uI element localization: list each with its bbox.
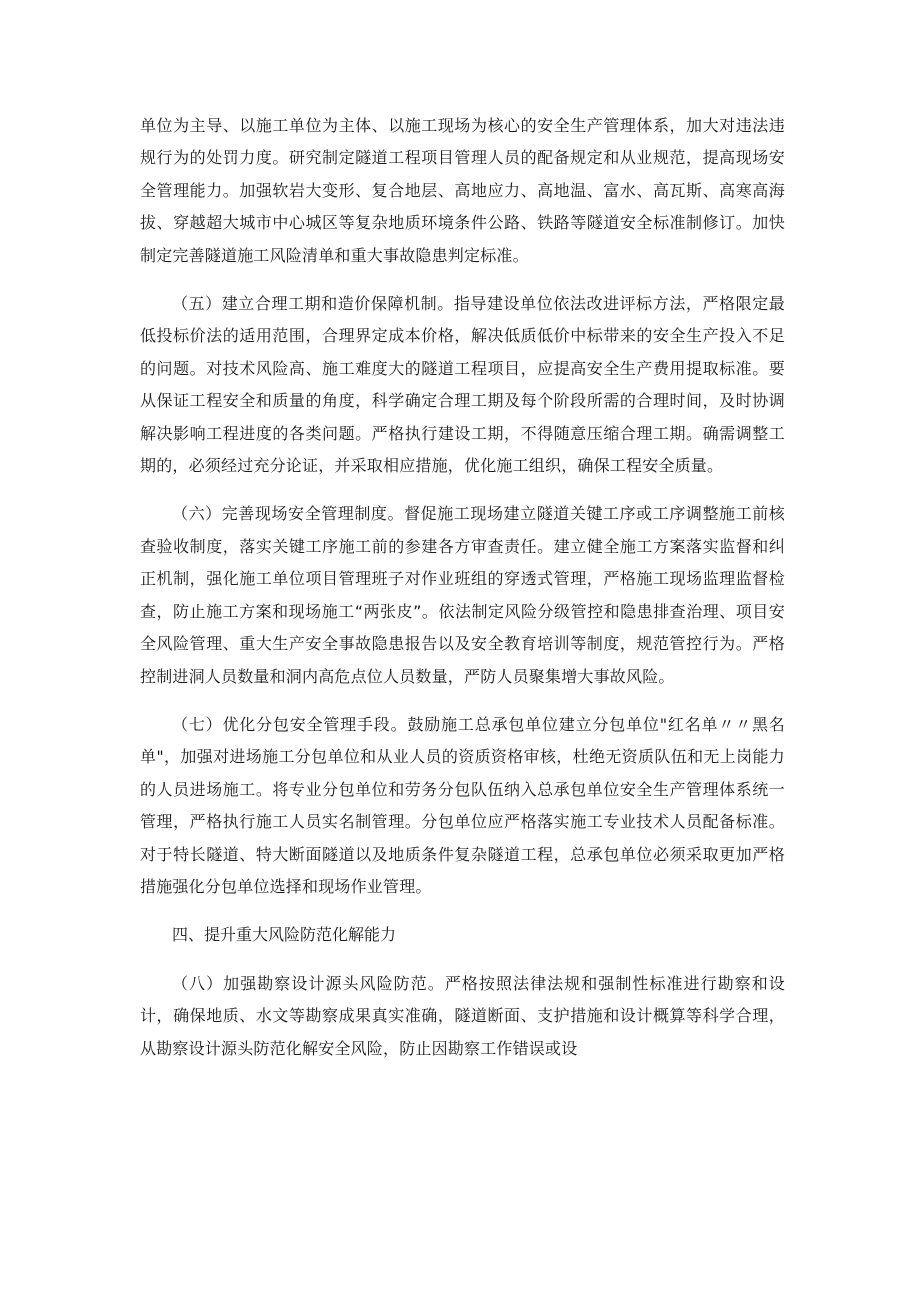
document-page xyxy=(140,110,785,1065)
paragraph-continuation: 单位为主导、以施工单位为主体、以施工现场为核心的安全生产管理体系，加大对违法违规行为的处罚力度。研究制定隧道工程项目管理人员的配备规定和从业规范，提高现场安全管理能力。加强软岩大变形、复合地层、高地应力、高地温、富水、高瓦斯、高寒高海拔、穿越超大城市中心城区等复杂地质环境条件公路、铁路等隧道安全标准制修订。加快制定完善隧道施工风险清单和重大事故隐患判定标准。 xyxy=(140,116,785,265)
paragraph-section-5: （五）建立合理工期和造价保障机制。指导建设单位依法改进评标方法，严格限定最低投标价法的适用范围，合理界定成本价格，解决低质低价中标带来的安全生产投入不足的问题。对技术风险高、施工难度大的隧道工程项目，应提高安全生产费用提取标准。要从保证工程安全和质量的角度，科学确定合理工期及每个阶段所需的合理时间，及时协调解决影响工程进度的各类问题。严格执行建设工期，不得随意压缩合理工期。确需调整工期的，必须经过充分论证，并采取相应措施，优化施工组织，确保工程安全质量。 xyxy=(140,294,785,476)
paragraph-section-7: （七）优化分包安全管理手段。鼓励施工总承包单位建立分包单位"红名单〃〃黑名单"，加强对进场施工分包单位和从业人员的资质资格审核，杜绝无资质队伍和无上岗能力的人员进场施工。将专业分包单位和劳务分包队伍纳入总承包单位安全生产管理体系统一管理，严格执行施工人员实名制管理。分包单位应严格落实施工专业技术人员配备标准。对于特长隧道、特大断面隧道以及地质条件复杂隧道工程，总承包单位必须采取更加严格措施强化分包单位选择和现场作业管理。 xyxy=(140,714,785,896)
paragraph-section-8: （八）加强勘察设计源头风险防范。严格按照法律法规和强制性标准进行勘察和设计，确保地质、水文等勘察成果真实准确，隧道断面、支护措施和设计概算等科学合理，从勘察设计源头防范化解安全风险，防止因勘察工作错误或设 xyxy=(140,973,785,1058)
paragraph-section-6: （六）完善现场安全管理制度。督促施工现场建立隧道关键工序或工序调整施工前核查验收制度，落实关键工序施工前的参建各方审查责任。建立健全施工方案落实监督和纠正机制，强化施工单位项目管理班子对作业班组的穿透式管理，严格施工现场监理监督检查，防止施工方案和现场施工“两张皮”。依法制定风险分级管控和隐患排查治理、项目安全风险管理、重大生产安全事故隐患报告以及安全教育培训等制度，规范管控行为。严格控制进洞人员数量和洞内高危点位人员数量，严防人员聚集增大事故风险。 xyxy=(140,504,785,686)
section-heading: 四、提升重大风险防范化解能力 xyxy=(172,925,397,945)
